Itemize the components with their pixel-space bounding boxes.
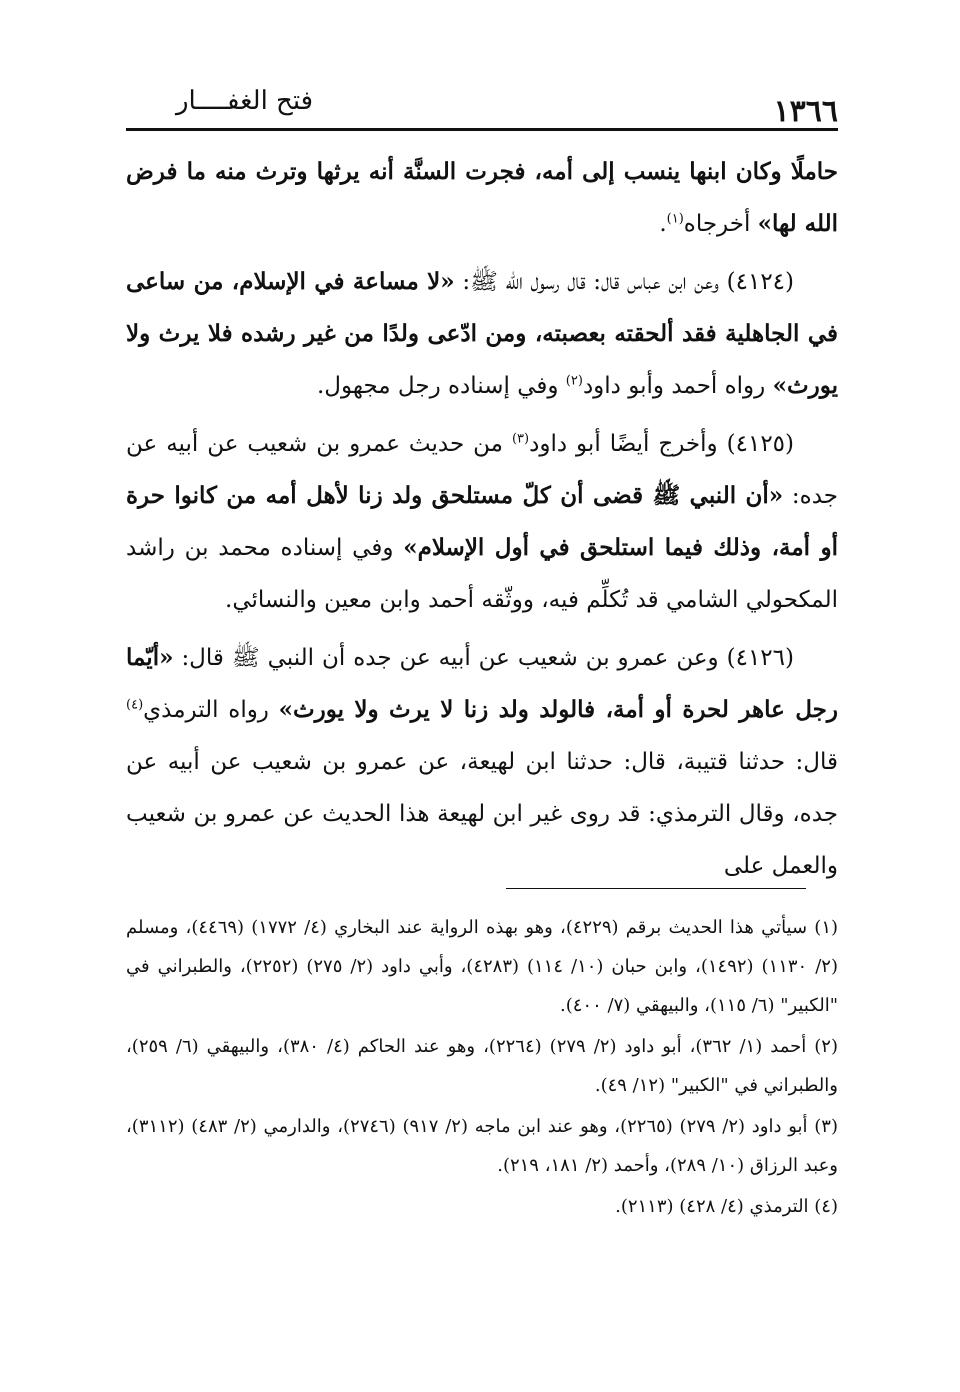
footnote-ref: (٢) [565,373,583,389]
header-rule [126,128,838,131]
text: أخرجاه [683,211,751,237]
hadith-number: (٤١٢٤) [726,269,795,295]
hadith-number: (٤١٢٥) [726,431,795,457]
hadith-paragraph [126,256,838,412]
footnote-ref: (٣) [511,431,530,447]
text: وأخرج أيضًا أبو داود [529,431,718,457]
text: وعن عمرو بن شعيب عن أبيه عن جده أن النبي ﷺ قال: [181,645,719,671]
page-header [126,86,838,130]
text: وفي إسناده رجل مجهول. [316,373,559,399]
page-number: ١٣٦٦ [773,94,838,129]
text: رواه الترمذي [143,697,269,723]
text: رواه أحمد وأبو داود [582,373,766,399]
main-text [126,146,838,898]
footnote-ref: (٤) [126,697,144,713]
text: وفي إسناده محمد بن راشد المكحولي الشامي قد تُكلِّم فيه، ووثّقه أحمد وابن معين والنسائي. [126,535,838,613]
hadith-paragraph [126,418,838,626]
quote-text: «أن النبي ﷺ قضى أن كلّ مستلحق ولد زنا لأهل أمه من كانوا حرة أو أمة، وذلك فيما استلحق في أول الإسلام» [126,482,838,561]
footnote: (٢) أحمد (١/ ٣٦٢)، أبو داود (٢/ ٢٧٩) (٢٢٦٤)، وهو عند الحاكم (٤/ ٣٨٠)، والبيهقي (٦/ ٢٥٩)، والطبراني في "الكبير" (١٢/ ٤٩). [126,1036,838,1096]
hadith-number: (٤١٢٦) [726,645,794,671]
footnote: (٤) الترمذي (٤/ ٤٢٨) (٢١١٣). [615,1196,838,1217]
quote-text: حاملًا وكان ابنها ينسب إلى أمه، فجرت السنَّة أنه يرثها وترث منه ما فرض الله لها» [126,158,838,237]
hadith-paragraph [126,632,838,892]
footnote: (٣) أبو داود (٢/ ٢٧٩) (٢٢٦٥)، وهو عند ابن ماجه (٢/ ٩١٧) (٢٧٤٦)، والدارمي (٢/ ٤٨٣) (٣١١٢)، وعبد الرزاق (١٠/ ٢٨٩)، وأحمد (٢/ ١٨١، ٢١٩). [126,1116,838,1176]
footnote-divider [506,888,806,889]
footnote-ref: (١) [666,211,684,227]
text: من حديث عمرو بن شعيب عن أبيه عن جده: [126,431,838,509]
running-title: فتح الغفــــار [176,86,314,116]
footnote: (١) سيأتي هذا الحديث برقم (٤٢٢٩)، وهو بهذه الرواية عند البخاري (٤/ ١٧٧٢) (٤٤٦٩)، ومسلم (٢/ ١١٣٠) (١٤٩٢)، وابن حبان (١٠/ ١١٤) (٤٢٨٣)، وأبي داود (٢/ ٢٧٥) (٢٢٥٢)، والطبراني في "الكبير" (٦/ ١١٥)، والبيهقي (٧/ ٤٠٠). [126,917,839,1016]
text: وعن ابن عباس قال: قال رسول الله ﷺ: [462,269,719,295]
quote-text: «أيّما رجل عاهر لحرة أو أمة، فالولد ولد زنا لا يرث ولا يورث» [126,644,838,723]
footnotes [126,908,838,1228]
paragraph-continuation [126,146,838,250]
quote-text: «لا مساعة في الإسلام، من ساعى في الجاهلية فقد ألحقته بعصبته، ومن ادّعى ولدًا من غير رشده فلا يرث ولا يورث» [126,268,838,399]
text: . [659,211,667,237]
text: قال: حدثنا قتيبة، قال: حدثنا ابن لهيعة، عن عمرو بن شعيب عن أبيه عن جده، وقال الترمذي: قد روى غير ابن لهيعة هذا الحديث عن عمرو بن شعيب والعمل على [126,749,838,879]
